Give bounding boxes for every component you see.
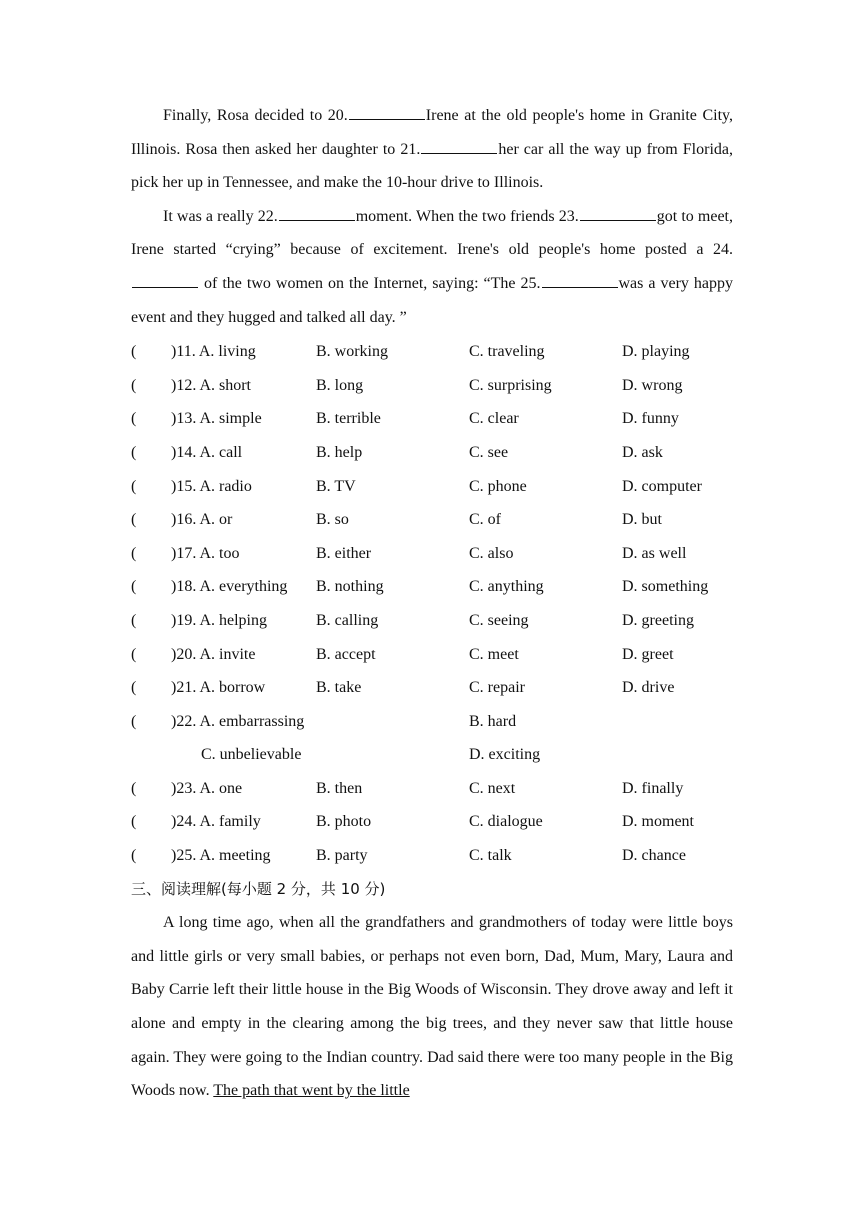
option-a: )16. A. or [171,511,233,529]
option-c: C. also [469,544,514,562]
option-b: B. TV [316,477,356,495]
option-a: )11. A. living [171,343,256,361]
option-b: B. terrible [316,410,381,428]
option-a: )25. A. meeting [171,847,271,865]
question-row [131,772,733,806]
option-a: )18. A. everything [171,578,288,596]
option-a: )15. A. radio [171,477,252,495]
option-a: )22. A. embarrassing [171,712,305,730]
answer-paren: ( [131,712,137,730]
option-d: D. as well [622,544,687,562]
passage-text: Finally, Rosa decided to 20. [163,107,348,124]
question-row [131,436,733,470]
option-c: C. dialogue [469,813,543,831]
option-b: B. then [316,779,363,797]
answer-paren: ( [131,611,137,629]
passage-text: got to meet, Irene started “crying” because of excitement. Irene's old people's home posted a 24. [131,207,734,259]
passage-paragraph-2 [131,200,733,334]
question-row [131,537,733,571]
options-list [131,335,733,873]
question-row [131,335,733,369]
blank-20 [349,104,425,120]
option-c: C. phone [469,477,527,495]
option-b: B. accept [316,645,376,663]
option-d: D. drive [622,679,675,697]
option-b: B. party [316,847,368,865]
question-row [131,604,733,638]
option-a: )23. A. one [171,779,243,797]
option-b: B. help [316,443,363,461]
question-row [131,470,733,504]
option-c: C. meet [469,645,519,663]
option-a: )12. A. short [171,376,251,394]
passage-text: was a very happy event and they hugged and talked all day. ” [131,274,734,326]
option-c: C. of [469,511,501,529]
option-d: D. something [622,578,709,596]
option-a: )24. A. family [171,813,261,831]
passage-text: her car all the way up from Florida, pick her up in Tennessee, and make the 10-hour drive to Illinois. [131,140,733,192]
option-a: )20. A. invite [171,645,256,663]
passage-text: moment. When the two friends 23. [355,207,579,225]
answer-paren: ( [131,511,137,529]
option-c: C. unbelievable [201,746,302,764]
question-row [131,839,733,873]
option-c: C. seeing [469,611,529,629]
question-row [131,570,733,604]
passage-paragraph-1 [131,99,733,200]
blank-22 [279,205,355,221]
option-b: B. calling [316,611,379,629]
option-b: B. hard [469,712,517,730]
answer-paren: ( [131,410,137,428]
option-c: C. next [469,779,516,797]
question-row-22-cont [131,738,733,772]
answer-paren: ( [131,343,137,361]
blank-23 [580,205,656,221]
question-row [131,638,733,672]
answer-paren: ( [131,847,137,865]
option-a: )21. A. borrow [171,679,266,697]
option-d: D. ask [622,443,663,461]
option-b: B. working [316,343,388,361]
option-d: D. chance [622,847,686,865]
option-b: B. long [316,376,364,394]
option-a: )14. A. call [171,443,243,461]
passage-text: A long time ago, when all the grandfathers and grandmothers of today were little boys and little girls or very small babies, or perhaps not even born, Dad, Mum, Mary, Laura and Baby Carrie left their little house in the Big Woods of Wisconsin. They drove away and left it alone and empty in the clearing among the big trees, and they never saw that little house again. They were going to the Indian country. Dad said there were too many people in the Big Woods now. [131,914,733,1100]
option-a: )13. A. simple [171,410,262,428]
blank-25 [542,272,618,288]
answer-paren: ( [131,679,137,697]
option-d: D. playing [622,343,690,361]
reading-passage [131,906,733,1108]
section-heading: 三、阅读理解(每小题 2 分，共 10 分) [131,879,386,898]
option-a: )19. A. helping [171,611,267,629]
question-row [131,369,733,403]
answer-paren: ( [131,376,137,394]
question-row [131,805,733,839]
answer-paren: ( [131,544,137,562]
option-b: B. nothing [316,578,384,596]
option-b: B. so [316,511,349,529]
option-d: D. finally [622,779,684,797]
option-c: C. clear [469,410,519,428]
answer-paren: ( [131,645,137,663]
question-row [131,402,733,436]
option-c: C. anything [469,578,544,596]
option-b: B. take [316,679,362,697]
answer-paren: ( [131,779,137,797]
blank-24 [132,272,198,288]
option-b: B. photo [316,813,372,831]
answer-paren: ( [131,813,137,831]
option-c: C. see [469,443,509,461]
passage-text: of the two women on the Internet, saying: “The 25. [204,274,541,292]
blank-21 [421,138,497,154]
option-c: C. talk [469,847,512,865]
answer-paren: ( [131,578,137,596]
passage-text: Irene at the old people's home in Granite City, Illinois. Rosa then asked her daughter to 21. [131,107,733,158]
option-c: C. repair [469,679,525,697]
document-page [131,99,733,1108]
option-d: D. funny [622,410,679,428]
option-d: D. wrong [622,376,683,394]
answer-paren: ( [131,443,137,461]
question-row [131,671,733,705]
option-c: C. surprising [469,376,552,394]
question-row [131,503,733,537]
option-c: C. traveling [469,343,545,361]
option-d: D. but [622,511,662,529]
option-d: D. moment [622,813,694,831]
option-d: D. greet [622,645,674,663]
option-a: )17. A. too [171,544,240,562]
option-b: B. either [316,544,372,562]
option-d: D. exciting [469,746,541,764]
option-d: D. greeting [622,611,694,629]
underlined-phrase: The path that went by the little [213,1082,410,1100]
option-d: D. computer [622,477,702,495]
passage-text: It was a really 22. [163,207,278,225]
answer-paren: ( [131,477,137,495]
question-row-22 [131,705,733,739]
